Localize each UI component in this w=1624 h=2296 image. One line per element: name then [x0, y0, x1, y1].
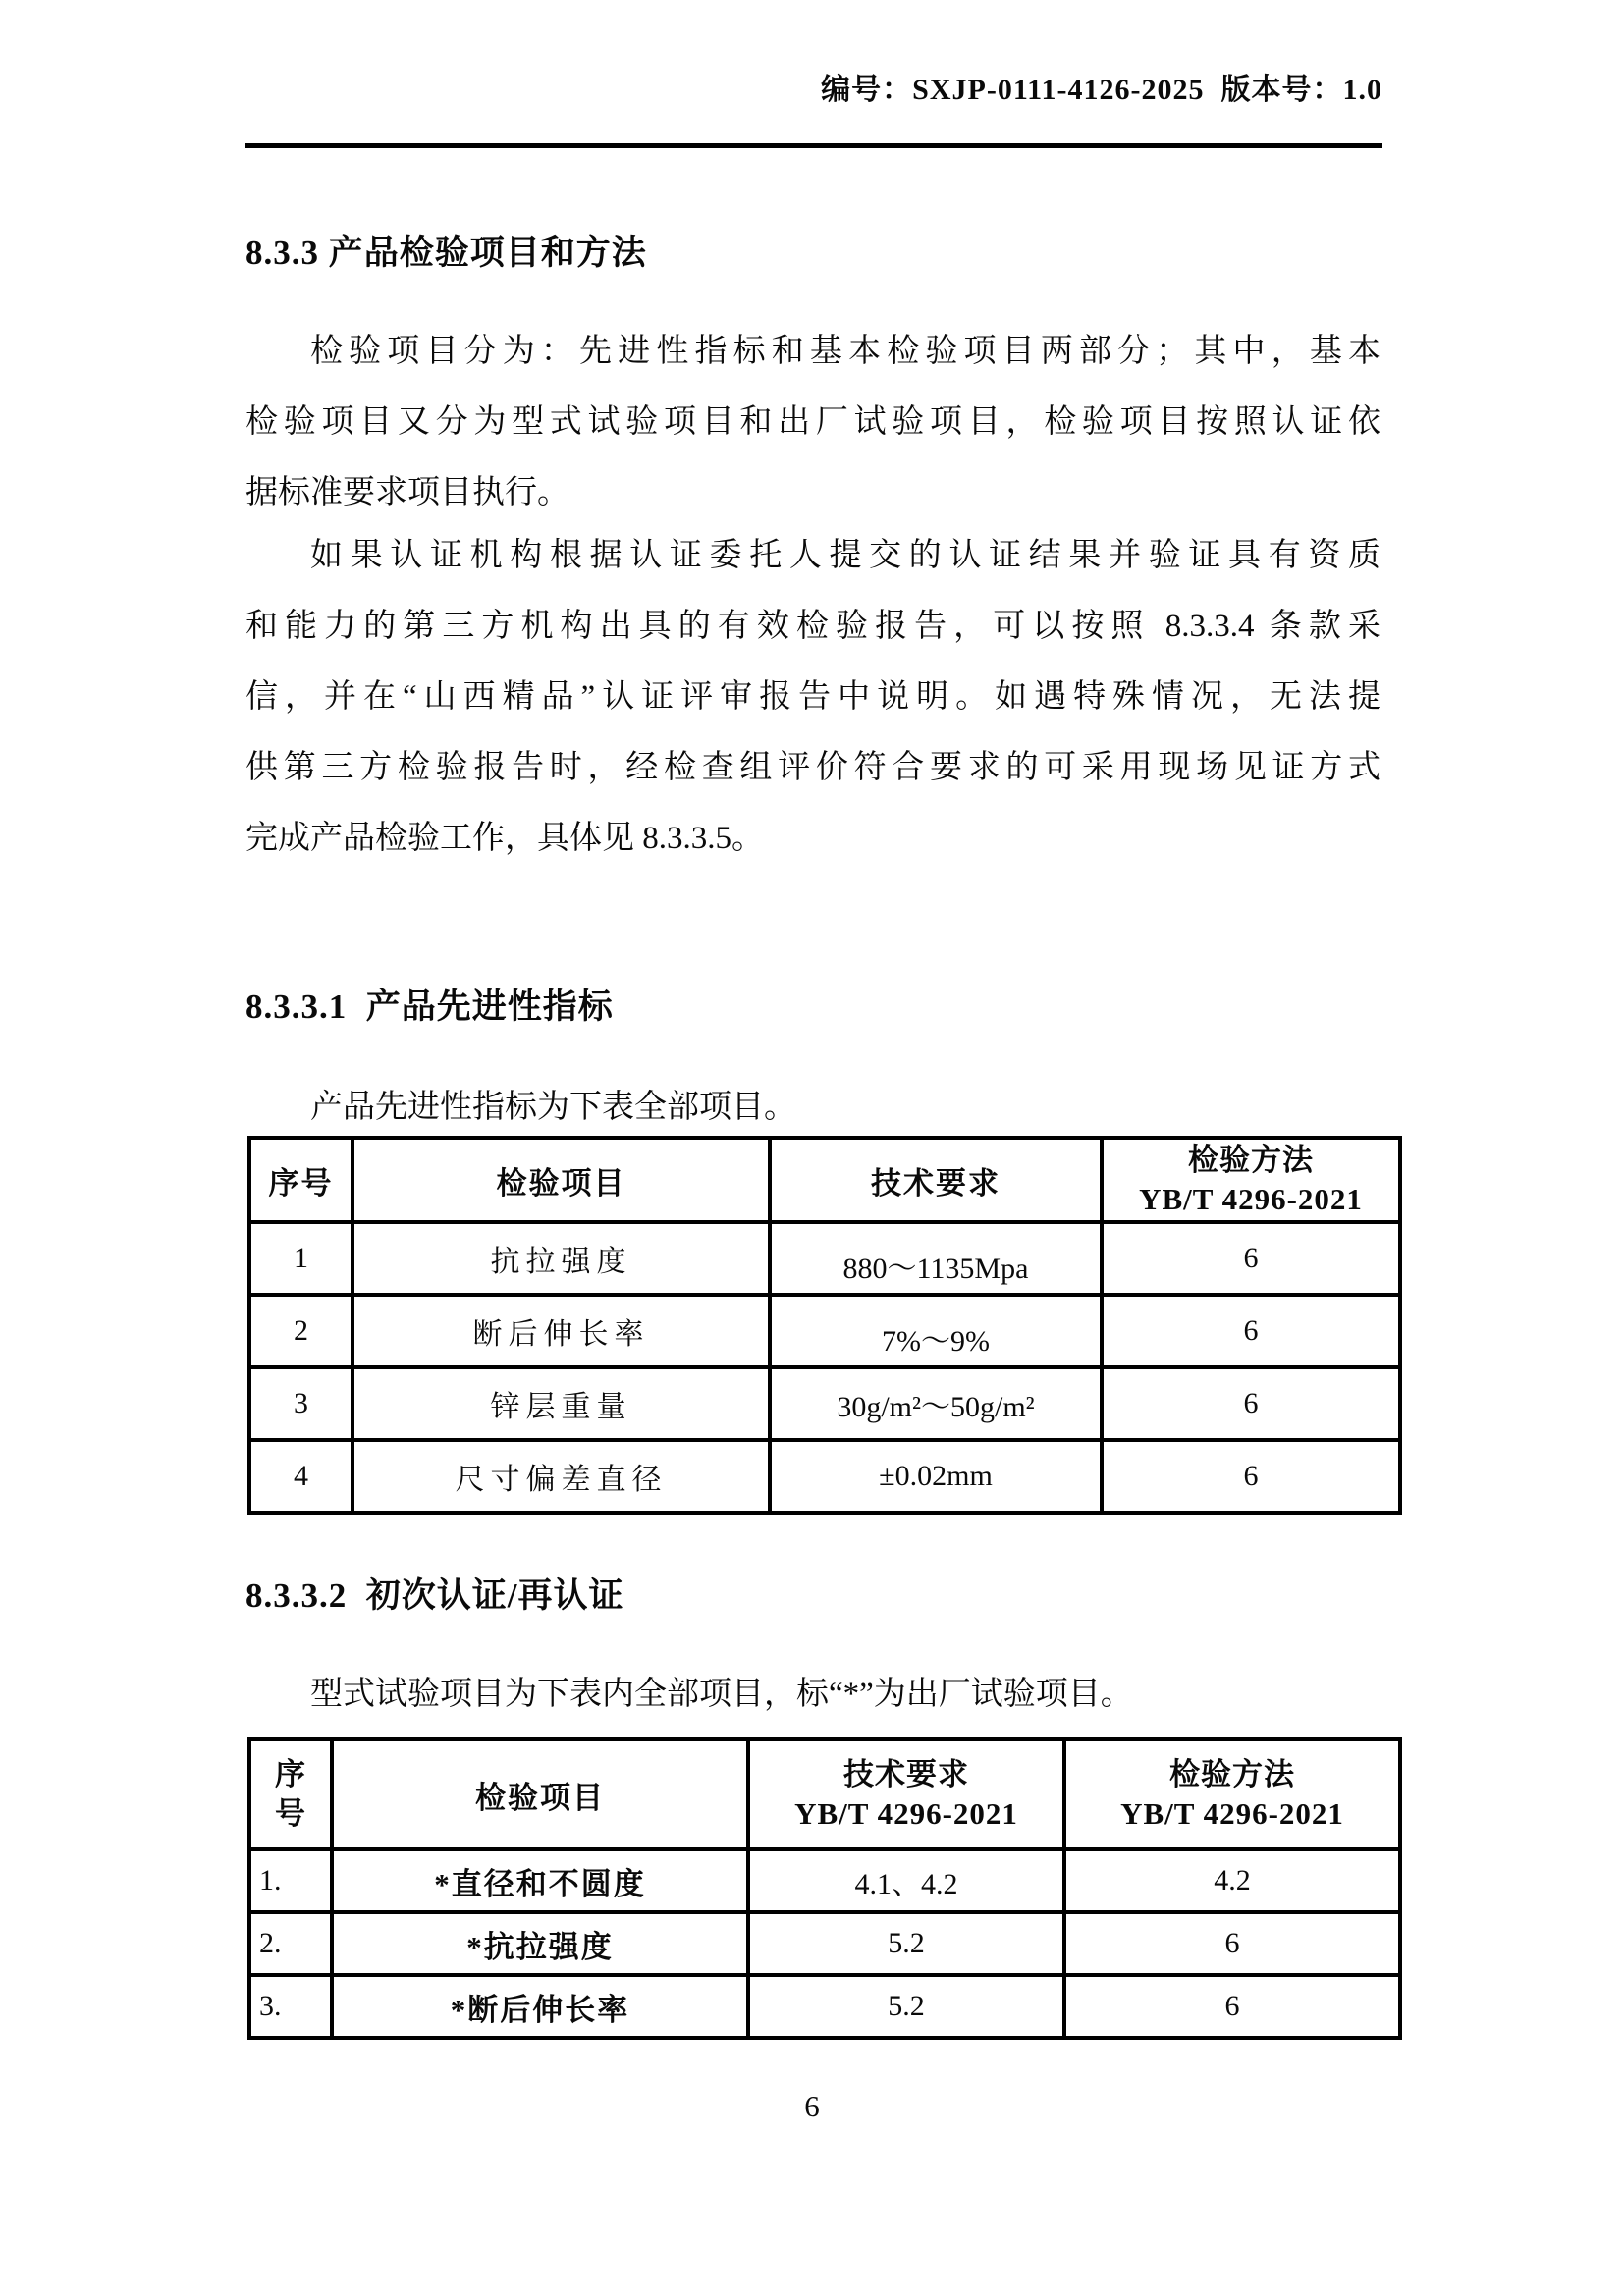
req-value: ±0.02mm [879, 1460, 993, 1492]
header-cell-item: 检验项目 [332, 1739, 748, 1849]
cell-req [770, 1367, 1102, 1440]
header-method-standard: YB/T 4296-2021 [1120, 1796, 1344, 1831]
cell-method: 6 [1064, 1975, 1400, 2038]
header-cell-no [249, 1739, 332, 1849]
table-row [249, 1440, 1400, 1513]
header-no-char1: 序 [275, 1757, 306, 1791]
table-header-row [249, 1739, 1400, 1849]
header-rule-divider [245, 143, 1382, 148]
header-method-title: 检验方法 [1169, 1757, 1295, 1791]
table-row [249, 1295, 1400, 1367]
cell-req [770, 1222, 1102, 1295]
advanced-indicators-intro: 产品先进性指标为下表全部项目。 [310, 1090, 796, 1125]
header-cell-req [748, 1739, 1064, 1849]
table-header-row [249, 1138, 1400, 1222]
cell-no: 1 [249, 1222, 352, 1295]
section-heading-833: 8.3.3 产品检验项目和方法 [245, 234, 647, 272]
cell-item: 断后伸长率 [352, 1295, 770, 1367]
cell-no: 3. [249, 1975, 332, 2038]
table-row [249, 1222, 1400, 1295]
cell-req [770, 1295, 1102, 1367]
header-method-standard: YB/T 4296-2021 [1139, 1182, 1363, 1216]
cell-method: 6 [1102, 1440, 1400, 1513]
cell-method: 4.2 [1064, 1849, 1400, 1912]
paragraph-1 [245, 316, 1380, 528]
header-cell-method [1102, 1138, 1400, 1222]
table-row [249, 1367, 1400, 1440]
cell-req: 4.1、4.2 [748, 1849, 1064, 1912]
paragraph-line: 检验项目又分为型式试验项目和出厂试验项目，检验项目按照认证依 [245, 404, 1380, 440]
header-req-title: 技术要求 [843, 1757, 969, 1791]
type-test-table [247, 1737, 1402, 2040]
cell-item: *断后伸长率 [332, 1975, 748, 2038]
page-number: 6 [804, 2089, 820, 2123]
paragraph-line: 据标准要求项目执行。 [245, 475, 569, 510]
cell-req [770, 1440, 1102, 1513]
cell-no: 2. [249, 1912, 332, 1975]
header-no-char2: 号 [275, 1796, 306, 1831]
header-cell-no: 序号 [249, 1138, 352, 1222]
req-value: 30g/m²～50g/m² [837, 1391, 1035, 1423]
paragraph-line: 信，并在“山西精品”认证评审报告中说明。如遇特殊情况，无法提 [245, 679, 1380, 715]
cell-no: 1. [249, 1849, 332, 1912]
header-cell-method [1064, 1739, 1400, 1849]
paragraph-line: 供第三方检验报告时，经检查组评价符合要求的可采用现场见证方式 [245, 750, 1380, 785]
paragraph-line: 和能力的第三方机构出具的有效检验报告，可以按照 8.3.3.4 条款采 [245, 609, 1380, 644]
header-method-title: 检验方法 [1188, 1143, 1314, 1177]
req-value: 7%～9% [882, 1325, 990, 1358]
table-row [249, 1849, 1400, 1912]
cell-method: 6 [1102, 1222, 1400, 1295]
section-heading-8331: 8.3.3.1 产品先进性指标 [245, 988, 614, 1026]
cell-method: 6 [1102, 1295, 1400, 1367]
section-heading-8332: 8.3.3.2 初次认证/再认证 [245, 1576, 624, 1615]
header-cell-req: 技术要求 [770, 1138, 1102, 1222]
cell-item: 尺寸偏差直径 [352, 1440, 770, 1513]
cell-item: 锌层重量 [352, 1367, 770, 1440]
cell-req: 5.2 [748, 1912, 1064, 1975]
doc-number-header: 编号：SXJP-0111-4126-2025 版本号：1.0 [821, 74, 1382, 106]
cell-item: 抗拉强度 [352, 1222, 770, 1295]
type-test-intro: 型式试验项目为下表内全部项目，标“*”为出厂试验项目。 [310, 1677, 1133, 1712]
req-value: 880～1135Mpa [842, 1253, 1029, 1285]
table-row [249, 1975, 1400, 2038]
cell-no: 4 [249, 1440, 352, 1513]
advanced-indicators-table [247, 1136, 1402, 1515]
header-req-standard: YB/T 4296-2021 [794, 1796, 1018, 1831]
paragraph-line: 检验项目分为：先进性指标和基本检验项目两部分；其中，基本 [310, 334, 1380, 369]
cell-no: 3 [249, 1367, 352, 1440]
cell-no: 2 [249, 1295, 352, 1367]
table-row [249, 1912, 1400, 1975]
header-cell-item: 检验项目 [352, 1138, 770, 1222]
cell-req: 5.2 [748, 1975, 1064, 2038]
paragraph-line: 如果认证机构根据认证委托人提交的认证结果并验证具有资质 [310, 538, 1380, 573]
cell-method: 6 [1102, 1367, 1400, 1440]
cell-item: *直径和不圆度 [332, 1849, 748, 1912]
cell-method: 6 [1064, 1912, 1400, 1975]
cell-item: *抗拉强度 [332, 1912, 748, 1975]
paragraph-2 [245, 520, 1380, 874]
paragraph-line: 完成产品检验工作，具体见 8.3.3.5。 [245, 821, 764, 856]
